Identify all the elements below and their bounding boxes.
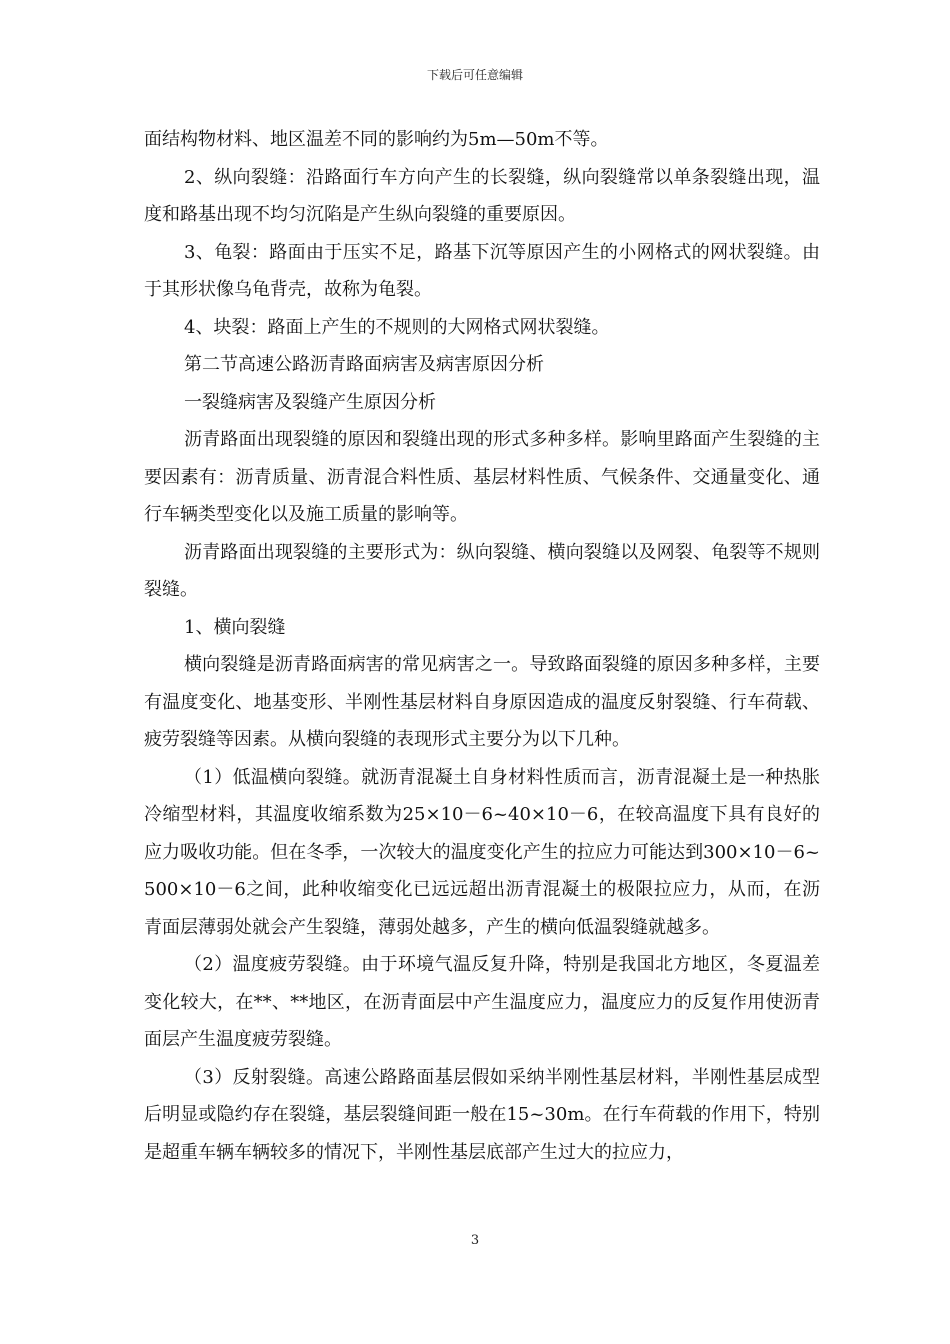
paragraph: 4、块裂：路面上产生的不规则的大网格式网状裂缝。 bbox=[184, 316, 610, 338]
subsection-heading: 一裂缝病害及裂缝产生原因分析 bbox=[184, 391, 436, 413]
paragraph: （2）温度疲劳裂缝。由于环境气温反复升降，特别是我国北方地区，冬夏温差变化较大，在**、**地区，在沥青面层中产生温度应力，温度应力的反复作用使沥青面层产生温度疲劳裂缝。 bbox=[144, 954, 820, 1050]
paragraph: 面结构物材料、地区温差不同的影响约为5m—50m不等。 bbox=[144, 129, 609, 150]
page-number: 3 bbox=[470, 1233, 480, 1248]
list-heading: 1、横向裂缝 bbox=[184, 616, 286, 638]
paragraph: 沥青路面出现裂缝的原因和裂缝出现的形式多种多样。影响里路面产生裂缝的主要因素有：沥青质量、沥青混合料性质、基层材料性质、气候条件、交通量变化、通行车辆类型变化以及施工质量的影响等。 bbox=[144, 429, 820, 525]
paragraph: （1）低温横向裂缝。就沥青混凝土自身材料性质而言，沥青混凝土是一种热胀冷缩型材料，其温度收缩系数为25×10－6~40×10－6，在较高温度下具有良好的应力吸收功能。但在冬季，一次较大的温度变化产生的拉应力可能达到300×10－6~500×10－6之间，此种收缩变化已远远超出沥青混凝土的极限拉应力，从而，在沥青面层薄弱处就会产生裂缝，薄弱处越多，产生的横向低温裂缝就越多。 bbox=[144, 766, 820, 938]
document-body bbox=[144, 121, 820, 1171]
paragraph: 3、龟裂：路面由于压实不足，路基下沉等原因产生的小网格式的网状裂缝。由于其形状像乌龟背壳，故称为龟裂。 bbox=[144, 241, 820, 300]
section-heading: 第二节高速公路沥青路面病害及病害原因分析 bbox=[184, 354, 544, 375]
paragraph: 沥青路面出现裂缝的主要形式为：纵向裂缝、横向裂缝以及网裂、龟裂等不规则裂缝。 bbox=[144, 541, 820, 600]
paragraph: 2、纵向裂缝：沿路面行车方向产生的长裂缝，纵向裂缝常以单条裂缝出现，温度和路基出现不均匀沉陷是产生纵向裂缝的重要原因。 bbox=[144, 166, 820, 225]
paragraph: 横向裂缝是沥青路面病害的常见病害之一。导致路面裂缝的原因多种多样，主要有温度变化、地基变形、半刚性基层材料自身原因造成的温度反射裂缝、行车荷载、疲劳裂缝等因素。从横向裂缝的表现形式主要分为以下几种。 bbox=[144, 654, 820, 750]
paragraph: （3）反射裂缝。高速公路路面基层假如采纳半刚性基层材料，半刚性基层成型后明显或隐约存在裂缝，基层裂缝间距一般在15~30m。在行车荷载的作用下，特别是超重车辆车辆较多的情况下，半刚性基层底部产生过大的拉应力， bbox=[144, 1066, 820, 1163]
page-header: 下载后可任意编辑 bbox=[426, 68, 523, 82]
